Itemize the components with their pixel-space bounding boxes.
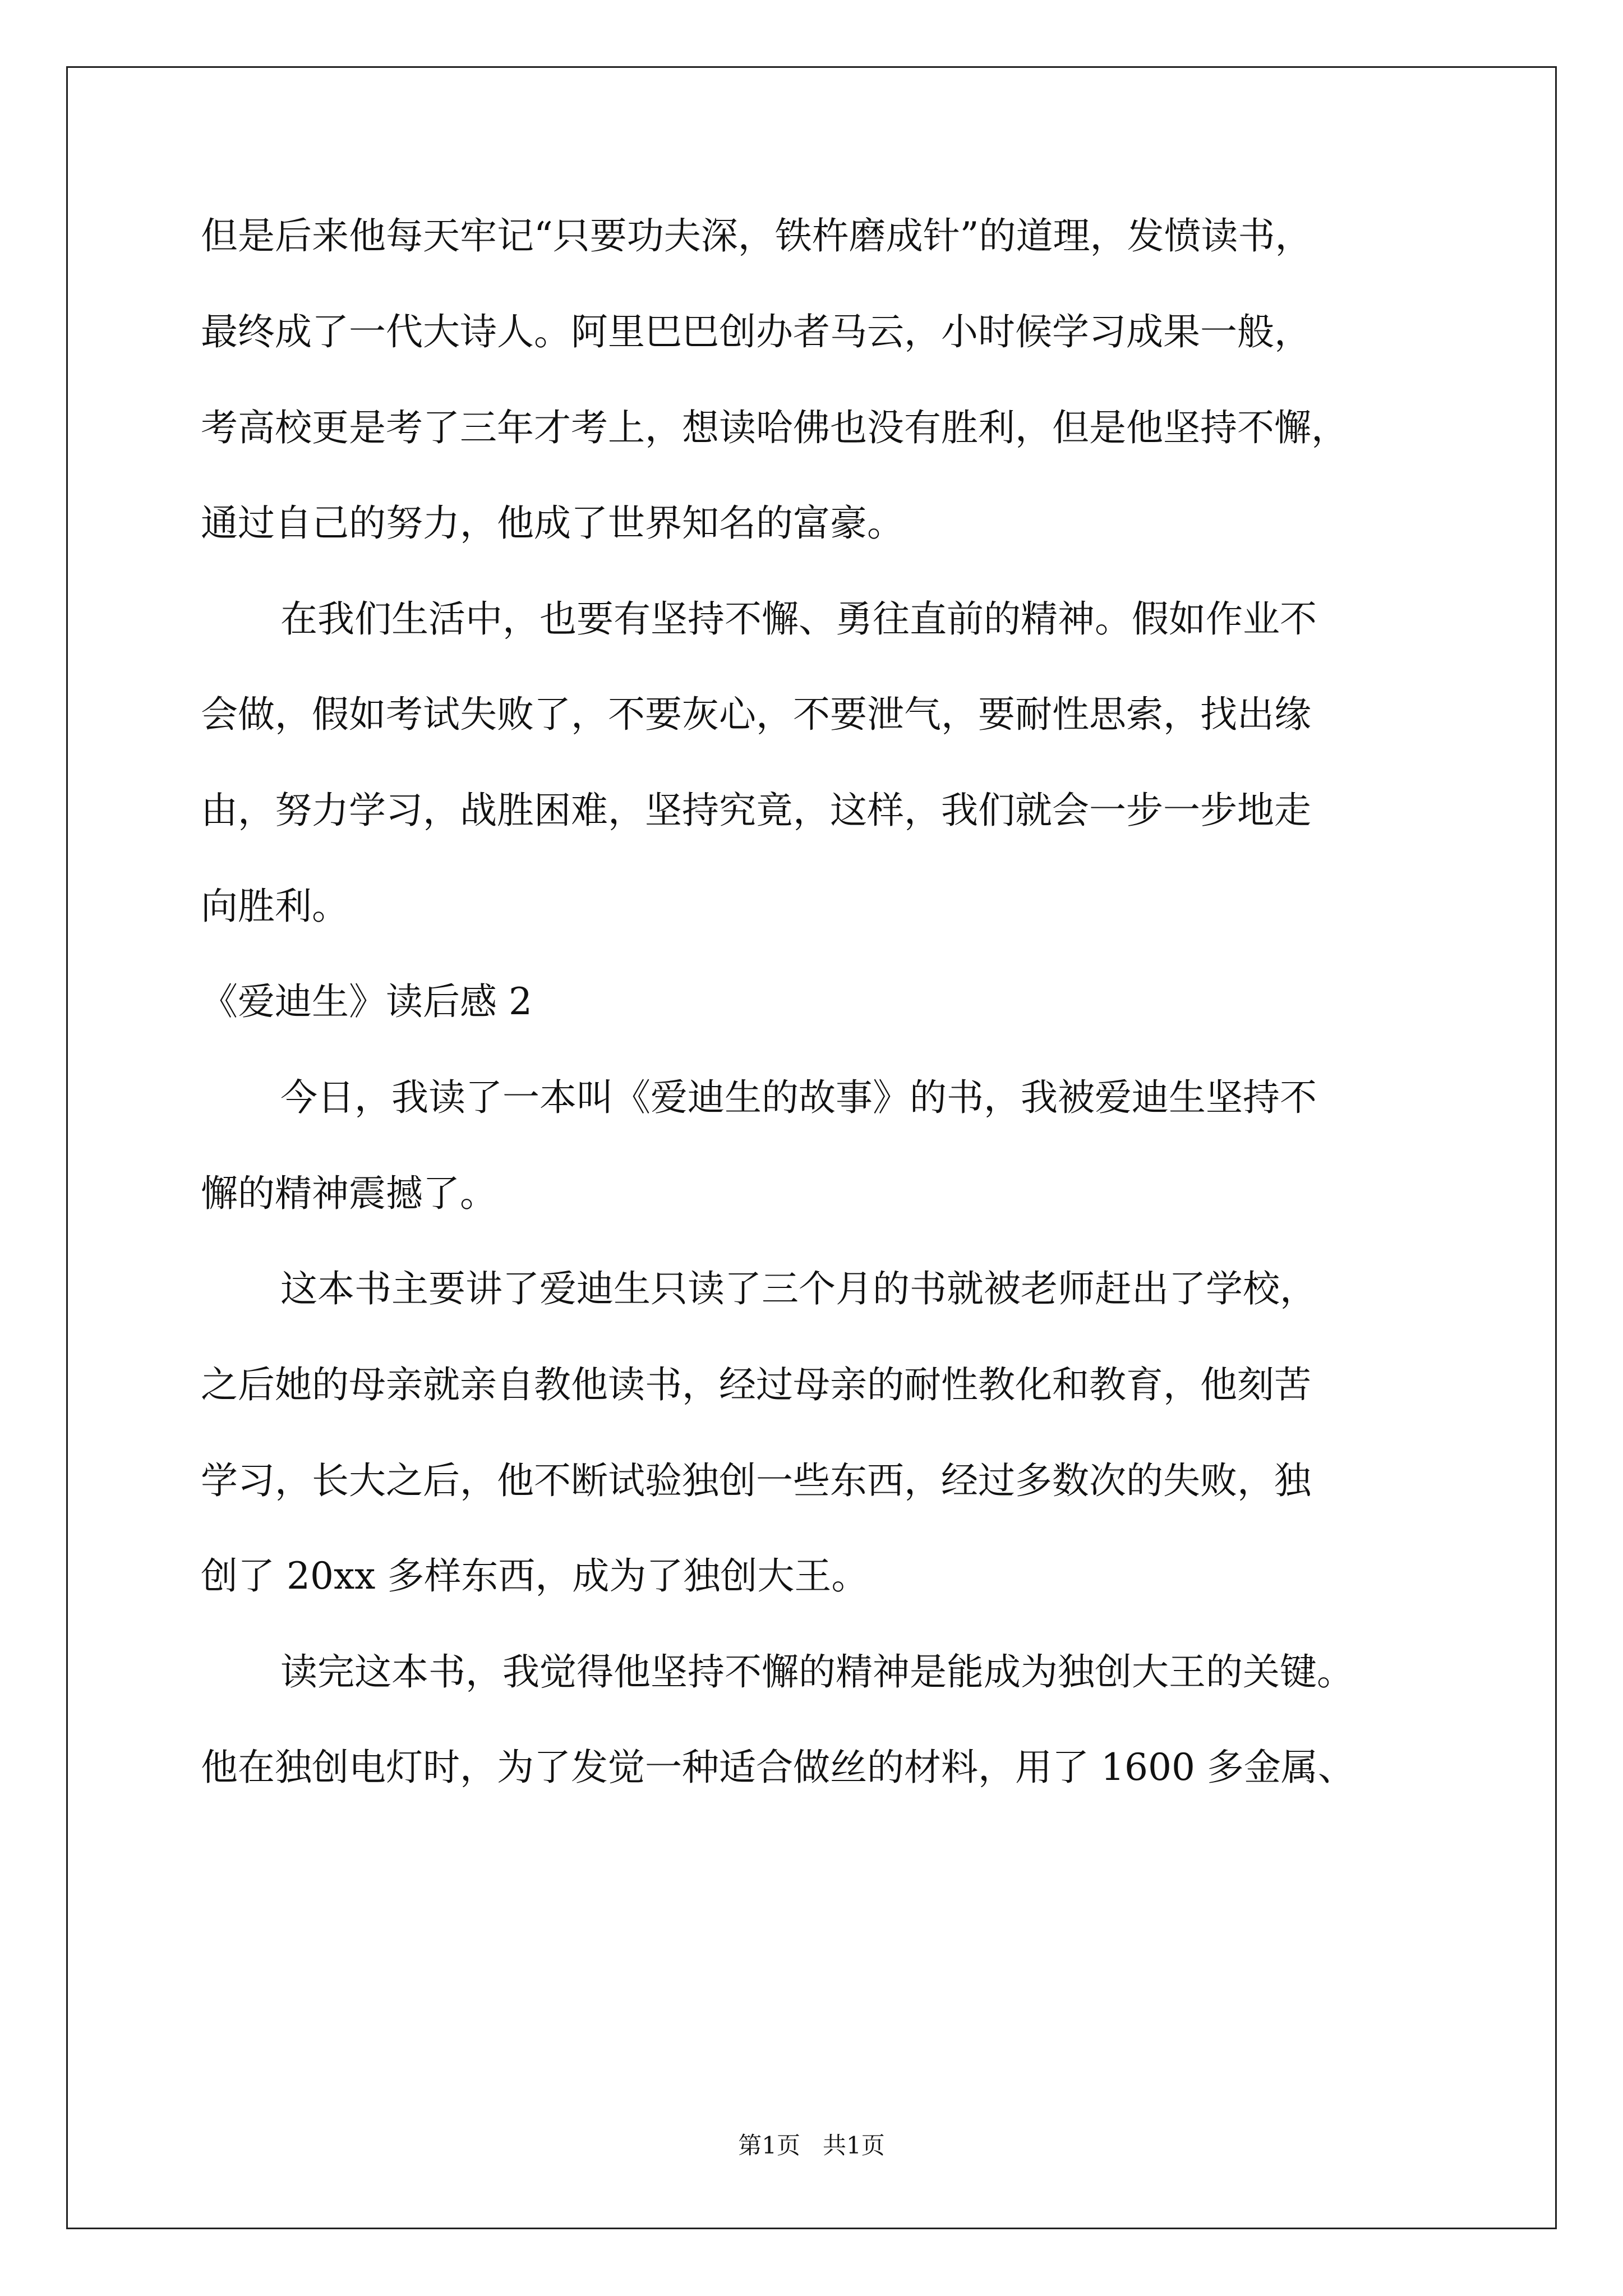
section-heading: 《爱迪生》读后感 2 bbox=[201, 980, 532, 1023]
body-line-10: 今日，我读了一本叫《爱迪生的故事》的书，我被爱迪生坚持不 bbox=[280, 1076, 1317, 1119]
page-border bbox=[66, 66, 1557, 2229]
body-line-16: 读完这本书，我觉得他坚持不懈的精神是能成为独创大王的关键。 bbox=[280, 1650, 1354, 1694]
page-footer: 第1页 共1页 bbox=[738, 2132, 885, 2159]
body-line-8: 向胜利。 bbox=[201, 885, 349, 928]
body-line-6: 会做，假如考试失败了，不要灰心，不要泄气，要耐性思索，找出缘 bbox=[201, 693, 1311, 736]
body-line-15: 创了 20xx 多样东西，成为了独创大王。 bbox=[201, 1554, 869, 1598]
body-line-3: 考高校更是考了三年才考上，想读哈佛也没有胜利，但是他坚持不懈， bbox=[201, 406, 1348, 449]
body-line-14: 学习，长大之后，他不断试验独创一些东西，经过多数次的失败，独 bbox=[201, 1459, 1311, 1502]
body-line-7: 由，努力学习，战胜困难，坚持究竟，这样，我们就会一步一步地走 bbox=[201, 789, 1311, 832]
body-line-5: 在我们生活中，也要有坚持不懈、勇往直前的精神。假如作业不 bbox=[280, 597, 1317, 641]
body-line-4: 通过自己的努力，他成了世界知名的富豪。 bbox=[201, 501, 904, 545]
body-line-1: 但是后来他每天牢记“只要功夫深，铁杵磨成针”的道理，发愤读书， bbox=[201, 214, 1312, 257]
body-line-17: 他在独创电灯时，为了发觉一种适合做丝的材料，用了 1600 多金属、 bbox=[201, 1746, 1355, 1789]
body-line-2: 最终成了一代大诗人。阿里巴巴创办者马云，小时候学习成果一般， bbox=[201, 310, 1311, 353]
body-line-12: 这本书主要讲了爱迪生只读了三个月的书就被老师赶出了学校， bbox=[280, 1267, 1317, 1310]
body-line-11: 懈的精神震撼了。 bbox=[201, 1172, 497, 1215]
body-line-13: 之后她的母亲就亲自教他读书，经过母亲的耐性教化和教育，他刻苦 bbox=[201, 1363, 1311, 1406]
